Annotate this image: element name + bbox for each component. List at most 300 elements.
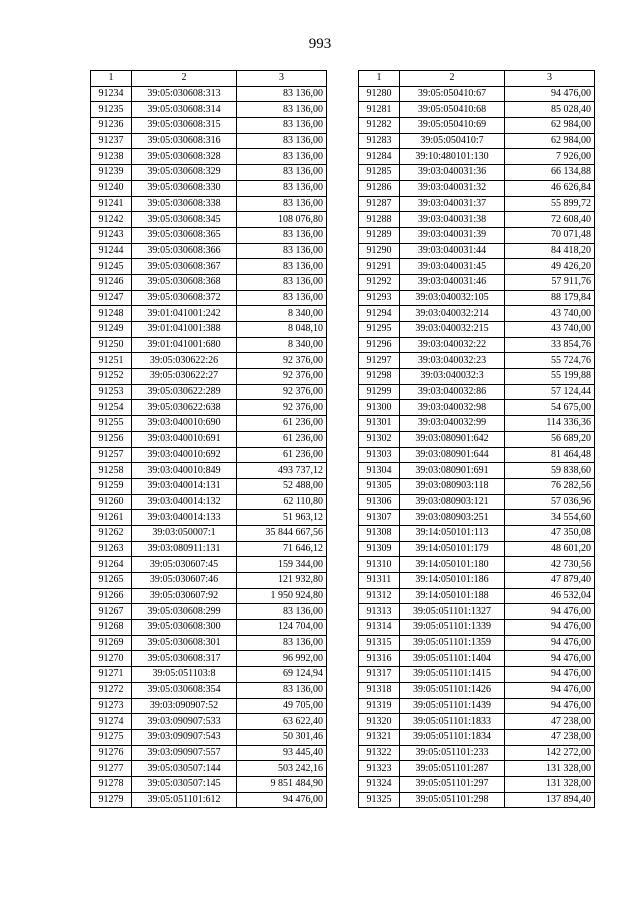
value-cell: 131 328,00	[505, 776, 595, 792]
row-number-cell: 91236	[91, 118, 132, 134]
row-number-cell: 91263	[91, 541, 132, 557]
value-cell: 94 476,00	[505, 620, 595, 636]
table-row	[91, 510, 327, 526]
row-number-cell: 91254	[91, 400, 132, 416]
cadastral-number-cell: 39:03:040032:105	[400, 290, 505, 306]
row-number-cell: 91317	[359, 667, 400, 683]
row-number-cell: 91258	[91, 463, 132, 479]
table-row	[91, 776, 327, 792]
cadastral-number-cell: 39:03:040031:32	[400, 180, 505, 196]
cadastral-number-cell: 39:05:030608:366	[132, 243, 237, 259]
row-number-cell: 91267	[91, 604, 132, 620]
value-cell: 83 136,00	[237, 149, 327, 165]
value-cell: 81 464,48	[505, 447, 595, 463]
value-cell: 46 626,84	[505, 180, 595, 196]
value-cell: 48 601,20	[505, 541, 595, 557]
cadastral-number-cell: 39:01:041001:388	[132, 322, 237, 338]
cadastral-number-cell: 39:05:030507:145	[132, 776, 237, 792]
row-number-cell: 91299	[359, 384, 400, 400]
row-number-cell: 91238	[91, 149, 132, 165]
table-row	[91, 196, 327, 212]
row-number-cell: 91322	[359, 745, 400, 761]
table-row	[359, 729, 595, 745]
table-row	[91, 588, 327, 604]
table-row	[359, 651, 595, 667]
value-cell: 34 554,60	[505, 510, 595, 526]
value-cell: 70 071,48	[505, 227, 595, 243]
row-number-cell: 91309	[359, 541, 400, 557]
table-row	[359, 243, 595, 259]
table-row	[91, 243, 327, 259]
header-row	[359, 71, 595, 87]
row-number-cell: 91293	[359, 290, 400, 306]
table-row	[91, 306, 327, 322]
value-cell: 92 376,00	[237, 353, 327, 369]
value-cell: 94 476,00	[505, 667, 595, 683]
value-cell: 55 899,72	[505, 196, 595, 212]
cadastral-number-cell: 39:03:040032:98	[400, 400, 505, 416]
table-row	[91, 714, 327, 730]
value-cell: 33 854,76	[505, 337, 595, 353]
cadastral-number-cell: 39:05:051101:1327	[400, 604, 505, 620]
table-row	[359, 118, 595, 134]
table-row	[359, 259, 595, 275]
row-number-cell: 91242	[91, 212, 132, 228]
cadastral-number-cell: 39:05:030608:372	[132, 290, 237, 306]
value-cell: 131 328,00	[505, 761, 595, 777]
table-row	[359, 165, 595, 181]
row-number-cell: 91257	[91, 447, 132, 463]
table-row	[91, 667, 327, 683]
row-number-cell: 91243	[91, 227, 132, 243]
row-number-cell: 91252	[91, 369, 132, 385]
value-cell: 121 932,80	[237, 573, 327, 589]
table-row	[359, 541, 595, 557]
table-row	[359, 416, 595, 432]
cadastral-number-cell: 39:03:040014:131	[132, 478, 237, 494]
row-number-cell: 91253	[91, 384, 132, 400]
row-number-cell: 91277	[91, 761, 132, 777]
cadastral-number-cell: 39:05:050410:68	[400, 102, 505, 118]
table-row	[91, 118, 327, 134]
value-cell: 47 879,40	[505, 573, 595, 589]
table-row	[91, 353, 327, 369]
value-cell: 8 340,00	[237, 337, 327, 353]
value-cell: 85 028,40	[505, 102, 595, 118]
row-number-cell: 91300	[359, 400, 400, 416]
value-cell: 83 136,00	[237, 604, 327, 620]
cadastral-number-cell: 39:05:051101:1833	[400, 714, 505, 730]
row-number-cell: 91292	[359, 274, 400, 290]
cadastral-number-cell: 39:05:030608:367	[132, 259, 237, 275]
row-number-cell: 91315	[359, 635, 400, 651]
register-table-right	[358, 70, 595, 808]
row-number-cell: 91278	[91, 776, 132, 792]
table-row	[359, 776, 595, 792]
table-row	[359, 588, 595, 604]
cadastral-number-cell: 39:05:050410:69	[400, 118, 505, 134]
row-number-cell: 91268	[91, 620, 132, 636]
value-cell: 83 136,00	[237, 290, 327, 306]
table-row	[91, 557, 327, 573]
row-number-cell: 91294	[359, 306, 400, 322]
value-cell: 503 242,16	[237, 761, 327, 777]
row-number-cell: 91324	[359, 776, 400, 792]
table-row	[359, 478, 595, 494]
table-row	[91, 149, 327, 165]
column-header-3: 3	[505, 71, 595, 87]
row-number-cell: 91234	[91, 86, 132, 102]
cadastral-number-cell: 39:03:040010:849	[132, 463, 237, 479]
table-row	[91, 133, 327, 149]
value-cell: 96 992,00	[237, 651, 327, 667]
table-row	[91, 541, 327, 557]
cadastral-number-cell: 39:14:050101:113	[400, 525, 505, 541]
value-cell: 61 236,00	[237, 431, 327, 447]
table-row	[91, 620, 327, 636]
cadastral-number-cell: 39:03:040032:215	[400, 322, 505, 338]
register-table-left	[90, 70, 327, 808]
value-cell: 8 048,10	[237, 322, 327, 338]
table-row	[91, 274, 327, 290]
cadastral-number-cell: 39:03:040031:37	[400, 196, 505, 212]
cadastral-number-cell: 39:14:050101:186	[400, 573, 505, 589]
cadastral-number-cell: 39:03:040010:691	[132, 431, 237, 447]
cadastral-number-cell: 39:14:050101:179	[400, 541, 505, 557]
table-row	[359, 761, 595, 777]
row-number-cell: 91304	[359, 463, 400, 479]
row-number-cell: 91269	[91, 635, 132, 651]
cadastral-number-cell: 39:03:040014:133	[132, 510, 237, 526]
cadastral-number-cell: 39:05:050410:67	[400, 86, 505, 102]
table-row	[91, 792, 327, 808]
row-number-cell: 91285	[359, 165, 400, 181]
table-row	[91, 384, 327, 400]
row-number-cell: 91280	[359, 86, 400, 102]
cadastral-number-cell: 39:05:051101:1439	[400, 698, 505, 714]
value-cell: 94 476,00	[505, 698, 595, 714]
cadastral-number-cell: 39:10:480101:130	[400, 149, 505, 165]
row-number-cell: 91245	[91, 259, 132, 275]
value-cell: 114 336,36	[505, 416, 595, 432]
table-row	[91, 761, 327, 777]
table-row	[359, 290, 595, 306]
cadastral-number-cell: 39:05:030608:330	[132, 180, 237, 196]
table-row	[91, 212, 327, 228]
value-cell: 43 740,00	[505, 322, 595, 338]
cadastral-number-cell: 39:05:030608:328	[132, 149, 237, 165]
cadastral-number-cell: 39:05:030607:45	[132, 557, 237, 573]
cadastral-number-cell: 39:05:030608:316	[132, 133, 237, 149]
cadastral-number-cell: 39:03:080901:691	[400, 463, 505, 479]
row-number-cell: 91261	[91, 510, 132, 526]
cadastral-number-cell: 39:05:030608:365	[132, 227, 237, 243]
cadastral-number-cell: 39:03:040032:214	[400, 306, 505, 322]
table-row	[91, 573, 327, 589]
table-row	[359, 353, 595, 369]
row-number-cell: 91259	[91, 478, 132, 494]
row-number-cell: 91321	[359, 729, 400, 745]
table-row	[91, 745, 327, 761]
cadastral-number-cell: 39:05:030622:27	[132, 369, 237, 385]
table-row	[91, 290, 327, 306]
value-cell: 83 136,00	[237, 227, 327, 243]
value-cell: 54 675,00	[505, 400, 595, 416]
value-cell: 62 984,00	[505, 118, 595, 134]
table-row	[359, 400, 595, 416]
row-number-cell: 91305	[359, 478, 400, 494]
cadastral-number-cell: 39:03:090907:533	[132, 714, 237, 730]
row-number-cell: 91279	[91, 792, 132, 808]
table-row	[91, 322, 327, 338]
row-number-cell: 91270	[91, 651, 132, 667]
row-number-cell: 91246	[91, 274, 132, 290]
value-cell: 76 282,56	[505, 478, 595, 494]
table-row	[359, 180, 595, 196]
row-number-cell: 91241	[91, 196, 132, 212]
value-cell: 88 179,84	[505, 290, 595, 306]
row-number-cell: 91325	[359, 792, 400, 808]
table-row	[91, 431, 327, 447]
cadastral-number-cell: 39:03:040031:39	[400, 227, 505, 243]
row-number-cell: 91308	[359, 525, 400, 541]
table-row	[359, 133, 595, 149]
row-number-cell: 91320	[359, 714, 400, 730]
row-number-cell: 91244	[91, 243, 132, 259]
table-row	[359, 510, 595, 526]
value-cell: 49 705,00	[237, 698, 327, 714]
value-cell: 108 076,80	[237, 212, 327, 228]
value-cell: 62 110,80	[237, 494, 327, 510]
value-cell: 83 136,00	[237, 274, 327, 290]
cadastral-number-cell: 39:05:030608:354	[132, 682, 237, 698]
cadastral-number-cell: 39:05:030622:638	[132, 400, 237, 416]
table-row	[359, 745, 595, 761]
value-cell: 51 963,12	[237, 510, 327, 526]
value-cell: 92 376,00	[237, 400, 327, 416]
value-cell: 71 646,12	[237, 541, 327, 557]
table-row	[359, 102, 595, 118]
row-number-cell: 91272	[91, 682, 132, 698]
row-number-cell: 91290	[359, 243, 400, 259]
cadastral-number-cell: 39:05:051101:298	[400, 792, 505, 808]
value-cell: 43 740,00	[505, 306, 595, 322]
cadastral-number-cell: 39:05:051101:287	[400, 761, 505, 777]
value-cell: 59 838,60	[505, 463, 595, 479]
cadastral-number-cell: 39:05:030608:345	[132, 212, 237, 228]
cadastral-number-cell: 39:03:080901:644	[400, 447, 505, 463]
value-cell: 66 134,88	[505, 165, 595, 181]
value-cell: 83 136,00	[237, 133, 327, 149]
cadastral-number-cell: 39:03:050007:1	[132, 525, 237, 541]
row-number-cell: 91260	[91, 494, 132, 510]
table-row	[359, 557, 595, 573]
cadastral-number-cell: 39:03:090907:557	[132, 745, 237, 761]
value-cell: 49 426,20	[505, 259, 595, 275]
cadastral-number-cell: 39:03:040014:132	[132, 494, 237, 510]
row-number-cell: 91256	[91, 431, 132, 447]
cadastral-number-cell: 39:05:051101:1415	[400, 667, 505, 683]
table-row	[359, 792, 595, 808]
cadastral-number-cell: 39:03:040031:46	[400, 274, 505, 290]
cadastral-number-cell: 39:05:030607:92	[132, 588, 237, 604]
value-cell: 8 340,00	[237, 306, 327, 322]
row-number-cell: 91271	[91, 667, 132, 683]
value-cell: 83 136,00	[237, 259, 327, 275]
value-cell: 69 124,94	[237, 667, 327, 683]
row-number-cell: 91262	[91, 525, 132, 541]
table-row	[359, 604, 595, 620]
table-row	[359, 667, 595, 683]
cadastral-number-cell: 39:05:051101:1834	[400, 729, 505, 745]
cadastral-number-cell: 39:05:030507:144	[132, 761, 237, 777]
value-cell: 93 445,40	[237, 745, 327, 761]
value-cell: 55 199,88	[505, 369, 595, 385]
value-cell: 56 689,20	[505, 431, 595, 447]
row-number-cell: 91239	[91, 165, 132, 181]
table-row	[91, 165, 327, 181]
value-cell: 92 376,00	[237, 369, 327, 385]
value-cell: 83 136,00	[237, 118, 327, 134]
row-number-cell: 91291	[359, 259, 400, 275]
table-row	[91, 604, 327, 620]
row-number-cell: 91274	[91, 714, 132, 730]
value-cell: 159 344,00	[237, 557, 327, 573]
table-row	[359, 698, 595, 714]
column-header-1: 1	[359, 71, 400, 87]
value-cell: 47 238,00	[505, 729, 595, 745]
value-cell: 47 238,00	[505, 714, 595, 730]
cadastral-number-cell: 39:05:030608:368	[132, 274, 237, 290]
row-number-cell: 91298	[359, 369, 400, 385]
row-number-cell: 91318	[359, 682, 400, 698]
cadastral-number-cell: 39:05:030622:26	[132, 353, 237, 369]
table-row	[91, 478, 327, 494]
value-cell: 47 350,08	[505, 525, 595, 541]
cadastral-number-cell: 39:05:051101:1426	[400, 682, 505, 698]
row-number-cell: 91287	[359, 196, 400, 212]
table-row	[359, 149, 595, 165]
cadastral-number-cell: 39:05:051101:1359	[400, 635, 505, 651]
row-number-cell: 91273	[91, 698, 132, 714]
row-number-cell: 91306	[359, 494, 400, 510]
value-cell: 9 851 484,90	[237, 776, 327, 792]
cadastral-number-cell: 39:03:040031:36	[400, 165, 505, 181]
row-number-cell: 91316	[359, 651, 400, 667]
value-cell: 50 301,46	[237, 729, 327, 745]
value-cell: 94 476,00	[505, 651, 595, 667]
table-row	[359, 322, 595, 338]
cadastral-number-cell: 39:01:041001:242	[132, 306, 237, 322]
row-number-cell: 91313	[359, 604, 400, 620]
value-cell: 83 136,00	[237, 196, 327, 212]
table-row	[91, 102, 327, 118]
row-number-cell: 91297	[359, 353, 400, 369]
table-row	[359, 573, 595, 589]
table-row	[91, 180, 327, 196]
value-cell: 92 376,00	[237, 384, 327, 400]
column-header-2: 2	[400, 71, 505, 87]
row-number-cell: 91237	[91, 133, 132, 149]
value-cell: 94 476,00	[505, 682, 595, 698]
cadastral-number-cell: 39:05:051101:233	[400, 745, 505, 761]
row-number-cell: 91301	[359, 416, 400, 432]
cadastral-number-cell: 39:01:041001:680	[132, 337, 237, 353]
column-header-3: 3	[237, 71, 327, 87]
cadastral-number-cell: 39:05:051101:1404	[400, 651, 505, 667]
row-number-cell: 91319	[359, 698, 400, 714]
column-header-1: 1	[91, 71, 132, 87]
value-cell: 94 476,00	[237, 792, 327, 808]
cadastral-number-cell: 39:05:051101:612	[132, 792, 237, 808]
cadastral-number-cell: 39:03:040032:99	[400, 416, 505, 432]
cadastral-number-cell: 39:05:051101:297	[400, 776, 505, 792]
cadastral-number-cell: 39:05:050410:7	[400, 133, 505, 149]
value-cell: 142 272,00	[505, 745, 595, 761]
value-cell: 62 984,00	[505, 133, 595, 149]
value-cell: 83 136,00	[237, 180, 327, 196]
table-row	[91, 369, 327, 385]
table-row	[359, 714, 595, 730]
value-cell: 493 737,12	[237, 463, 327, 479]
table-row	[91, 227, 327, 243]
cadastral-number-cell: 39:03:080903:251	[400, 510, 505, 526]
value-cell: 46 532,04	[505, 588, 595, 604]
cadastral-number-cell: 39:03:090907:543	[132, 729, 237, 745]
table-row	[91, 682, 327, 698]
value-cell: 83 136,00	[237, 102, 327, 118]
row-number-cell: 91251	[91, 353, 132, 369]
cadastral-number-cell: 39:03:090907:52	[132, 698, 237, 714]
cadastral-number-cell: 39:03:040032:22	[400, 337, 505, 353]
row-number-cell: 91264	[91, 557, 132, 573]
cadastral-number-cell: 39:05:030608:300	[132, 620, 237, 636]
row-number-cell: 91250	[91, 337, 132, 353]
value-cell: 55 724,76	[505, 353, 595, 369]
table-row	[359, 337, 595, 353]
row-number-cell: 91284	[359, 149, 400, 165]
row-number-cell: 91276	[91, 745, 132, 761]
row-number-cell: 91310	[359, 557, 400, 573]
table-row	[91, 698, 327, 714]
value-cell: 61 236,00	[237, 447, 327, 463]
table-row	[91, 729, 327, 745]
table-row	[91, 337, 327, 353]
table-row	[91, 447, 327, 463]
row-number-cell: 91235	[91, 102, 132, 118]
table-row	[91, 635, 327, 651]
table-row	[91, 416, 327, 432]
row-number-cell: 91249	[91, 322, 132, 338]
cadastral-number-cell: 39:03:080911:131	[132, 541, 237, 557]
value-cell: 35 844 667,56	[237, 525, 327, 541]
table-row	[359, 384, 595, 400]
table-row	[359, 274, 595, 290]
cadastral-number-cell: 39:05:030608:314	[132, 102, 237, 118]
table-row	[91, 259, 327, 275]
value-cell: 1 950 924,80	[237, 588, 327, 604]
row-number-cell: 91288	[359, 212, 400, 228]
cadastral-number-cell: 39:05:051103:8	[132, 667, 237, 683]
row-number-cell: 91286	[359, 180, 400, 196]
table-row	[359, 212, 595, 228]
value-cell: 94 476,00	[505, 604, 595, 620]
row-number-cell: 91248	[91, 306, 132, 322]
cadastral-number-cell: 39:05:030608:299	[132, 604, 237, 620]
row-number-cell: 91302	[359, 431, 400, 447]
value-cell: 57 036,96	[505, 494, 595, 510]
row-number-cell: 91296	[359, 337, 400, 353]
